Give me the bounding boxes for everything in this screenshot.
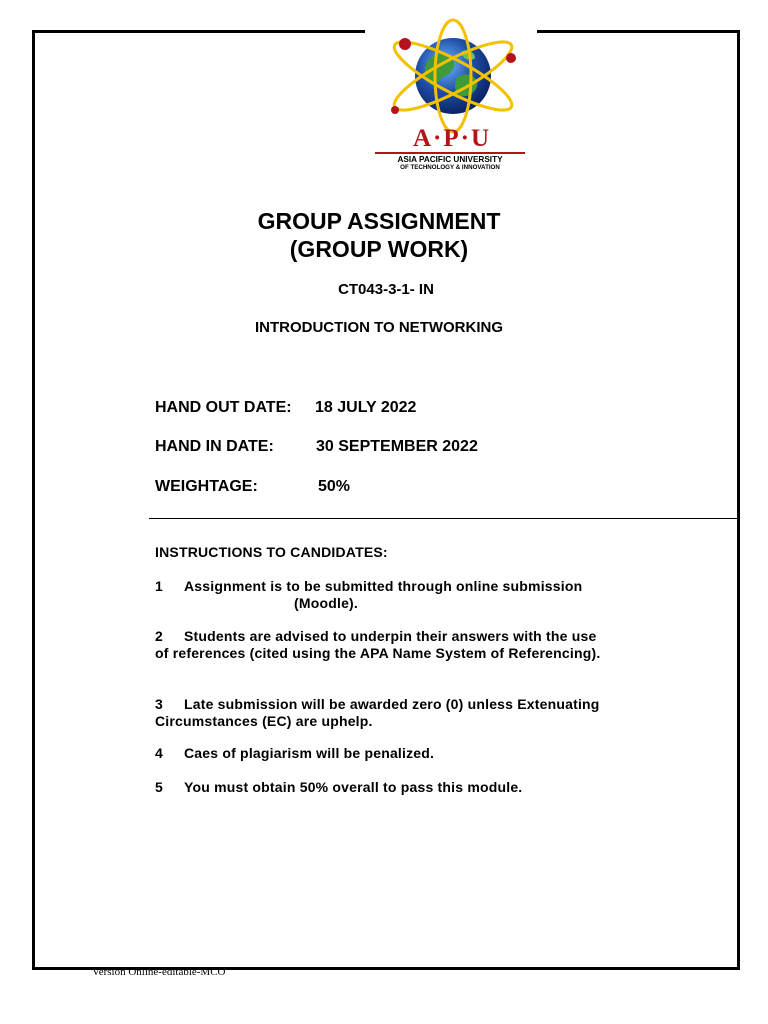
hand-out-date-value: 18 JULY 2022 xyxy=(315,399,417,416)
instruction-number: 1 xyxy=(155,578,163,594)
module-code: CT043-3-1- IN xyxy=(338,281,434,298)
module-name: INTRODUCTION TO NETWORKING xyxy=(254,319,504,336)
instruction-number: 3 xyxy=(155,696,163,712)
instruction-text-continued: (Moodle). xyxy=(294,595,359,611)
university-logo xyxy=(365,18,537,183)
instruction-item xyxy=(155,696,605,730)
logo-letters: A·P·U xyxy=(412,125,492,152)
instruction-text: Students are advised to underpin their answers with the use of references (cited using the APA Name System of Referencing). xyxy=(155,628,601,661)
hand-in-date-row xyxy=(155,438,478,456)
logo-university-subtitle: OF TECHNOLOGY & INNOVATION xyxy=(400,164,500,171)
version-footer: Version Online-editable-MCO xyxy=(92,966,226,978)
section-divider xyxy=(149,518,739,519)
instruction-item xyxy=(155,745,605,762)
hand-out-date-row xyxy=(155,399,417,417)
logo-university-name: ASIA PACIFIC UNIVERSITY xyxy=(397,155,503,164)
hand-out-date-label: HAND OUT DATE: xyxy=(155,399,292,416)
hand-in-date-label: HAND IN DATE: xyxy=(155,438,274,455)
instruction-text: Late submission will be awarded zero (0) unless Extenuating Circumstances (EC) are uphelp. xyxy=(155,696,600,729)
instruction-number: 5 xyxy=(155,779,163,795)
weightage-value: 50% xyxy=(318,478,351,495)
instruction-item xyxy=(155,628,605,662)
weightage-label: WEIGHTAGE: xyxy=(155,478,258,495)
instruction-item xyxy=(155,578,605,612)
instruction-text: Assignment is to be submitted through online submission xyxy=(184,578,583,594)
instruction-text: You must obtain 50% overall to pass this module. xyxy=(184,779,523,795)
logo-rule xyxy=(375,152,525,154)
instruction-text: Caes of plagiarism will be penalized. xyxy=(184,745,435,761)
document-subtitle: (GROUP WORK) xyxy=(289,236,469,262)
instruction-number: 2 xyxy=(155,628,163,644)
instruction-item xyxy=(155,779,605,796)
instruction-number: 4 xyxy=(155,745,163,761)
weightage-row xyxy=(155,478,351,496)
instructions-heading: INSTRUCTIONS TO CANDIDATES: xyxy=(155,544,388,560)
document-title: GROUP ASSIGNMENT xyxy=(257,208,501,234)
hand-in-date-value: 30 SEPTEMBER 2022 xyxy=(316,438,478,455)
